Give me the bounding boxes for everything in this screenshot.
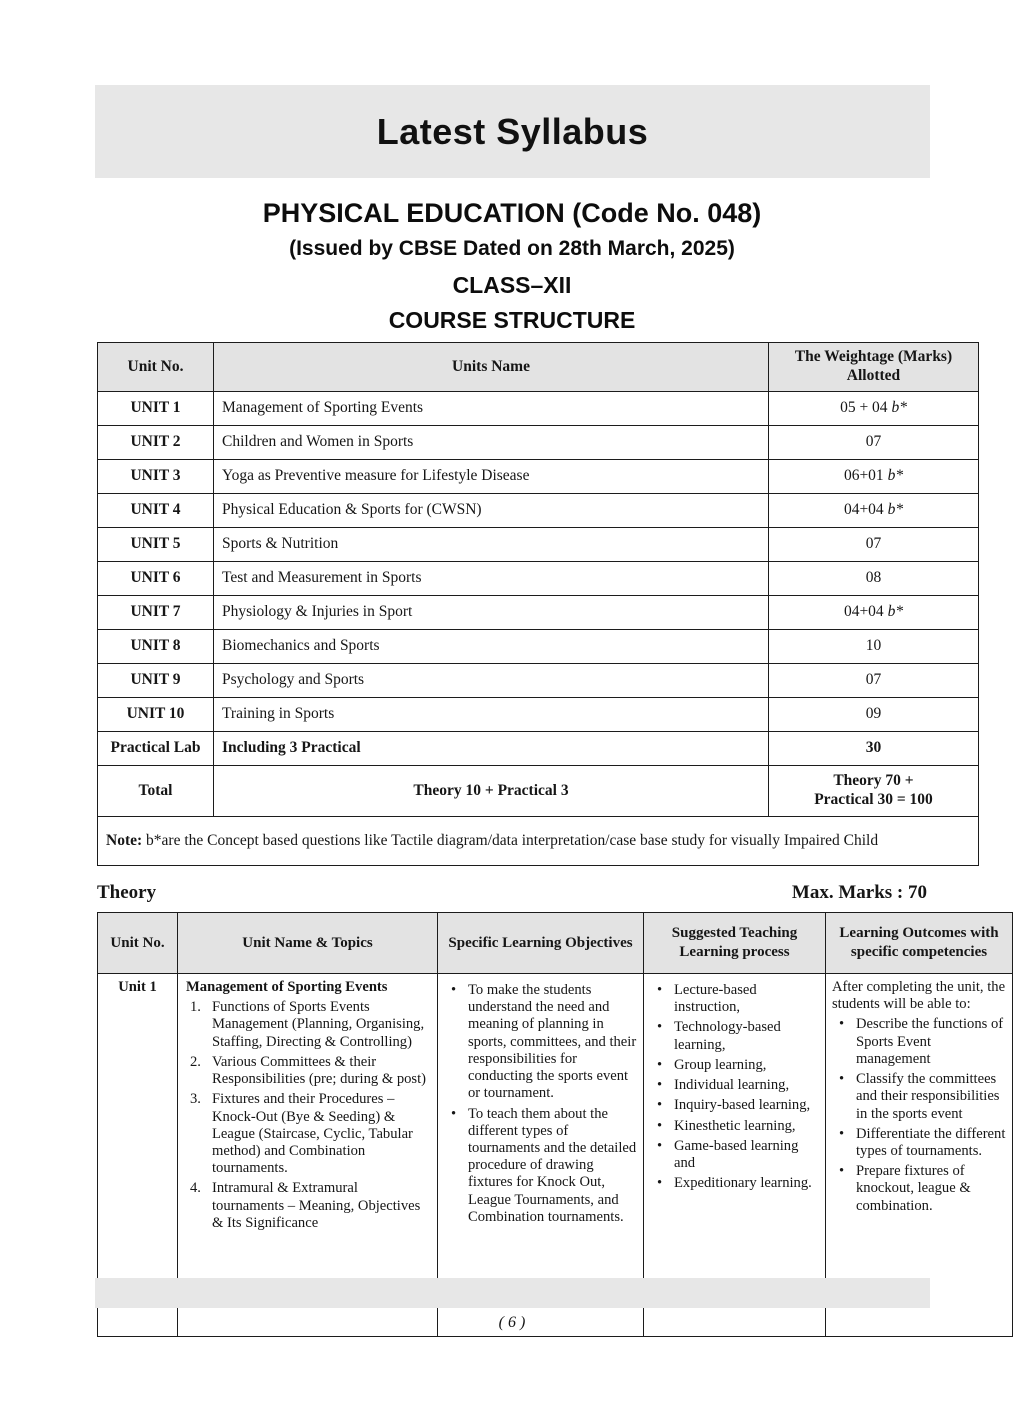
unit1-teaching-list — [650, 982, 819, 1192]
table-row — [98, 630, 979, 664]
unit1-topic-list — [184, 999, 431, 1232]
theory-table-header — [98, 913, 1013, 974]
table-row — [98, 596, 979, 630]
marks-cell — [769, 698, 979, 732]
unit-name-cell: Management of Sporting Events — [214, 392, 769, 426]
marks-cell — [769, 528, 979, 562]
marks-value: 09 — [865, 705, 882, 723]
outcome-list-item: • Describe the functions of Sports Event management — [832, 1016, 1006, 1068]
marks-bstar-suffix: b* — [887, 603, 904, 621]
marks-value: 07 — [865, 535, 882, 553]
note-row — [98, 817, 979, 866]
total-row — [98, 766, 979, 817]
teaching-list-item: • Individual learning, — [650, 1077, 819, 1094]
note-cell — [98, 817, 979, 866]
unit-number-cell: UNIT 9 — [98, 664, 214, 698]
column-header-unit-no: Unit No. — [98, 343, 214, 392]
table-row — [98, 562, 979, 596]
marks-cell — [769, 664, 979, 698]
teaching-list-item: • Kinesthetic learning, — [650, 1118, 819, 1135]
unit-name-cell: Children and Women in Sports — [214, 426, 769, 460]
marks-cell — [769, 596, 979, 630]
marks-value: 05 + 04 — [840, 399, 892, 417]
unit-number-cell: UNIT 1 — [98, 392, 214, 426]
page-banner — [95, 85, 930, 178]
outcome-list-item: • Classify the committees and their responsibilities in the sports event — [832, 1071, 1006, 1123]
page-number: ( 6 ) — [498, 1314, 526, 1331]
max-marks-label: Max. Marks : 70 — [791, 882, 927, 903]
objective-list-item: • To make the students understand the need and meaning of planning in sports, committees, and their responsibilities for conducting the sports event or tournament. — [444, 982, 637, 1103]
marks-cell — [769, 630, 979, 664]
table-row — [98, 664, 979, 698]
teaching-list-item: • Game-based learning and — [650, 1138, 819, 1172]
topic-list-item: Intramural & Extramural tournaments – Meaning, Objectives & Its Significance — [212, 1180, 421, 1231]
unit-name-cell: Biomechanics and Sports — [214, 630, 769, 664]
teaching-list-item: • Inquiry-based learning, — [650, 1097, 819, 1114]
unit-number-cell: UNIT 8 — [98, 630, 214, 664]
column-header-unit-name-topics: Unit Name & Topics — [178, 913, 438, 974]
unit-number-cell: Practical Lab — [98, 732, 214, 766]
course-table-body — [98, 392, 979, 766]
table-row — [98, 698, 979, 732]
unit1-number-cell: Unit 1 — [98, 974, 178, 1337]
unit-number-cell: UNIT 10 — [98, 698, 214, 732]
table-row — [98, 528, 979, 562]
marks-cell — [769, 494, 979, 528]
table-row — [98, 494, 979, 528]
total-marks-cell — [769, 766, 979, 817]
marks-bstar-suffix: b* — [891, 399, 907, 417]
table-row — [98, 460, 979, 494]
teaching-list-item: • Technology-based learning, — [650, 1019, 819, 1053]
course-structure-table — [97, 342, 979, 866]
marks-value: 08 — [865, 569, 882, 587]
course-table-header — [98, 343, 979, 392]
theory-heading-row — [97, 882, 927, 904]
column-header-teaching-process: Suggested Teaching Learning process — [644, 913, 826, 974]
topic-list-item: Various Committees & their Responsibilities (pre; during & post) — [212, 1053, 427, 1088]
bottom-decorative-bar — [95, 1278, 930, 1308]
unit1-objectives-list — [444, 982, 637, 1226]
page-content — [97, 198, 1006, 1337]
total-label-cell: Total — [98, 766, 214, 817]
teaching-list-item: • Lecture-based instruction, — [650, 982, 819, 1016]
marks-value: 04+04 — [843, 501, 888, 519]
column-header-learning-objectives: Specific Learning Objectives — [438, 913, 644, 974]
table-row — [98, 732, 979, 766]
marks-cell — [769, 562, 979, 596]
unit1-outcomes-list — [832, 1016, 1006, 1214]
class-line: CLASS–XII — [452, 272, 572, 298]
unit-name-cell: Psychology and Sports — [214, 664, 769, 698]
unit-number-cell: UNIT 5 — [98, 528, 214, 562]
marks-bstar-suffix: b* — [887, 501, 904, 519]
unit-number-cell: UNIT 6 — [98, 562, 214, 596]
unit-number-cell: UNIT 7 — [98, 596, 214, 630]
topic-list-item: Functions of Sports Events Management (Planning, Organising, Staffing, Directing & Controlling) — [212, 999, 425, 1050]
marks-value: 06+01 — [843, 467, 888, 485]
outcome-list-item: • Prepare fixtures of knockout, league & combination. — [832, 1163, 1006, 1215]
teaching-list-item: • Expeditionary learning. — [650, 1175, 819, 1192]
unit1-outcomes-intro: After completing the unit, the students will be able to: — [832, 979, 1006, 1013]
theory-heading: Theory — [97, 882, 157, 903]
unit-name-cell: Sports & Nutrition — [214, 528, 769, 562]
marks-value: 30 — [865, 739, 882, 757]
marks-value: 07 — [865, 433, 882, 451]
column-header-unit-no: Unit No. — [98, 913, 178, 974]
objective-list-item: • To teach them about the different types of tournaments and the detailed procedure of drawing fixtures for Knock Out, League Tournaments, and Combination tournaments. — [444, 1106, 637, 1227]
marks-value: 10 — [865, 637, 882, 655]
column-header-units-name: Units Name — [214, 343, 769, 392]
total-marks-line1: Theory 70 + — [833, 772, 914, 790]
total-marks-line2: Practical 30 = 100 — [814, 791, 933, 808]
note-text: b*are the Concept based questions like Tactile diagram/data interpretation/case base study for visually Impaired Child — [142, 832, 879, 850]
unit-name-cell: Yoga as Preventive measure for Lifestyle Disease — [214, 460, 769, 494]
unit-number-cell: UNIT 3 — [98, 460, 214, 494]
unit-name-cell: Including 3 Practical — [214, 732, 769, 766]
outcome-list-item: • Differentiate the different types of tournaments. — [832, 1126, 1006, 1160]
course-table-footer-rows — [98, 766, 979, 866]
subject-title: PHYSICAL EDUCATION (Code No. 048) — [262, 198, 762, 228]
course-structure-heading: COURSE STRUCTURE — [388, 307, 636, 333]
theory-table — [97, 912, 1013, 1337]
unit-number-cell: UNIT 2 — [98, 426, 214, 460]
unit-name-cell: Training in Sports — [214, 698, 769, 732]
topic-list-item: Fixtures and their Procedures – Knock-Out (Bye & Seeding) & League (Staircase, Cyclic, Tabular method) and Combination tournaments. — [212, 1091, 413, 1177]
marks-bstar-suffix: b* — [887, 467, 904, 485]
unit1-topic-title: Management of Sporting Events — [186, 979, 388, 995]
unit-name-cell: Test and Measurement in Sports — [214, 562, 769, 596]
table-row — [98, 392, 979, 426]
unit-number-cell: UNIT 4 — [98, 494, 214, 528]
teaching-list-item: • Group learning, — [650, 1057, 819, 1074]
total-name-cell: Theory 10 + Practical 3 — [214, 766, 769, 817]
table-row — [98, 426, 979, 460]
unit-name-cell: Physiology & Injuries in Sport — [214, 596, 769, 630]
banner-title: Latest Syllabus — [376, 110, 649, 152]
marks-cell — [769, 392, 979, 426]
marks-cell — [769, 460, 979, 494]
column-header-weightage: The Weightage (Marks) Allotted — [769, 343, 979, 392]
marks-value: 07 — [865, 671, 882, 689]
unit-name-cell: Physical Education & Sports for (CWSN) — [214, 494, 769, 528]
marks-cell — [769, 732, 979, 766]
marks-cell — [769, 426, 979, 460]
issued-by-line: (Issued by CBSE Dated on 28th March, 2025) — [289, 237, 735, 260]
column-header-learning-outcomes: Learning Outcomes with specific competencies — [826, 913, 1013, 974]
note-label: Note: — [106, 832, 143, 850]
marks-value: 04+04 — [843, 603, 888, 621]
